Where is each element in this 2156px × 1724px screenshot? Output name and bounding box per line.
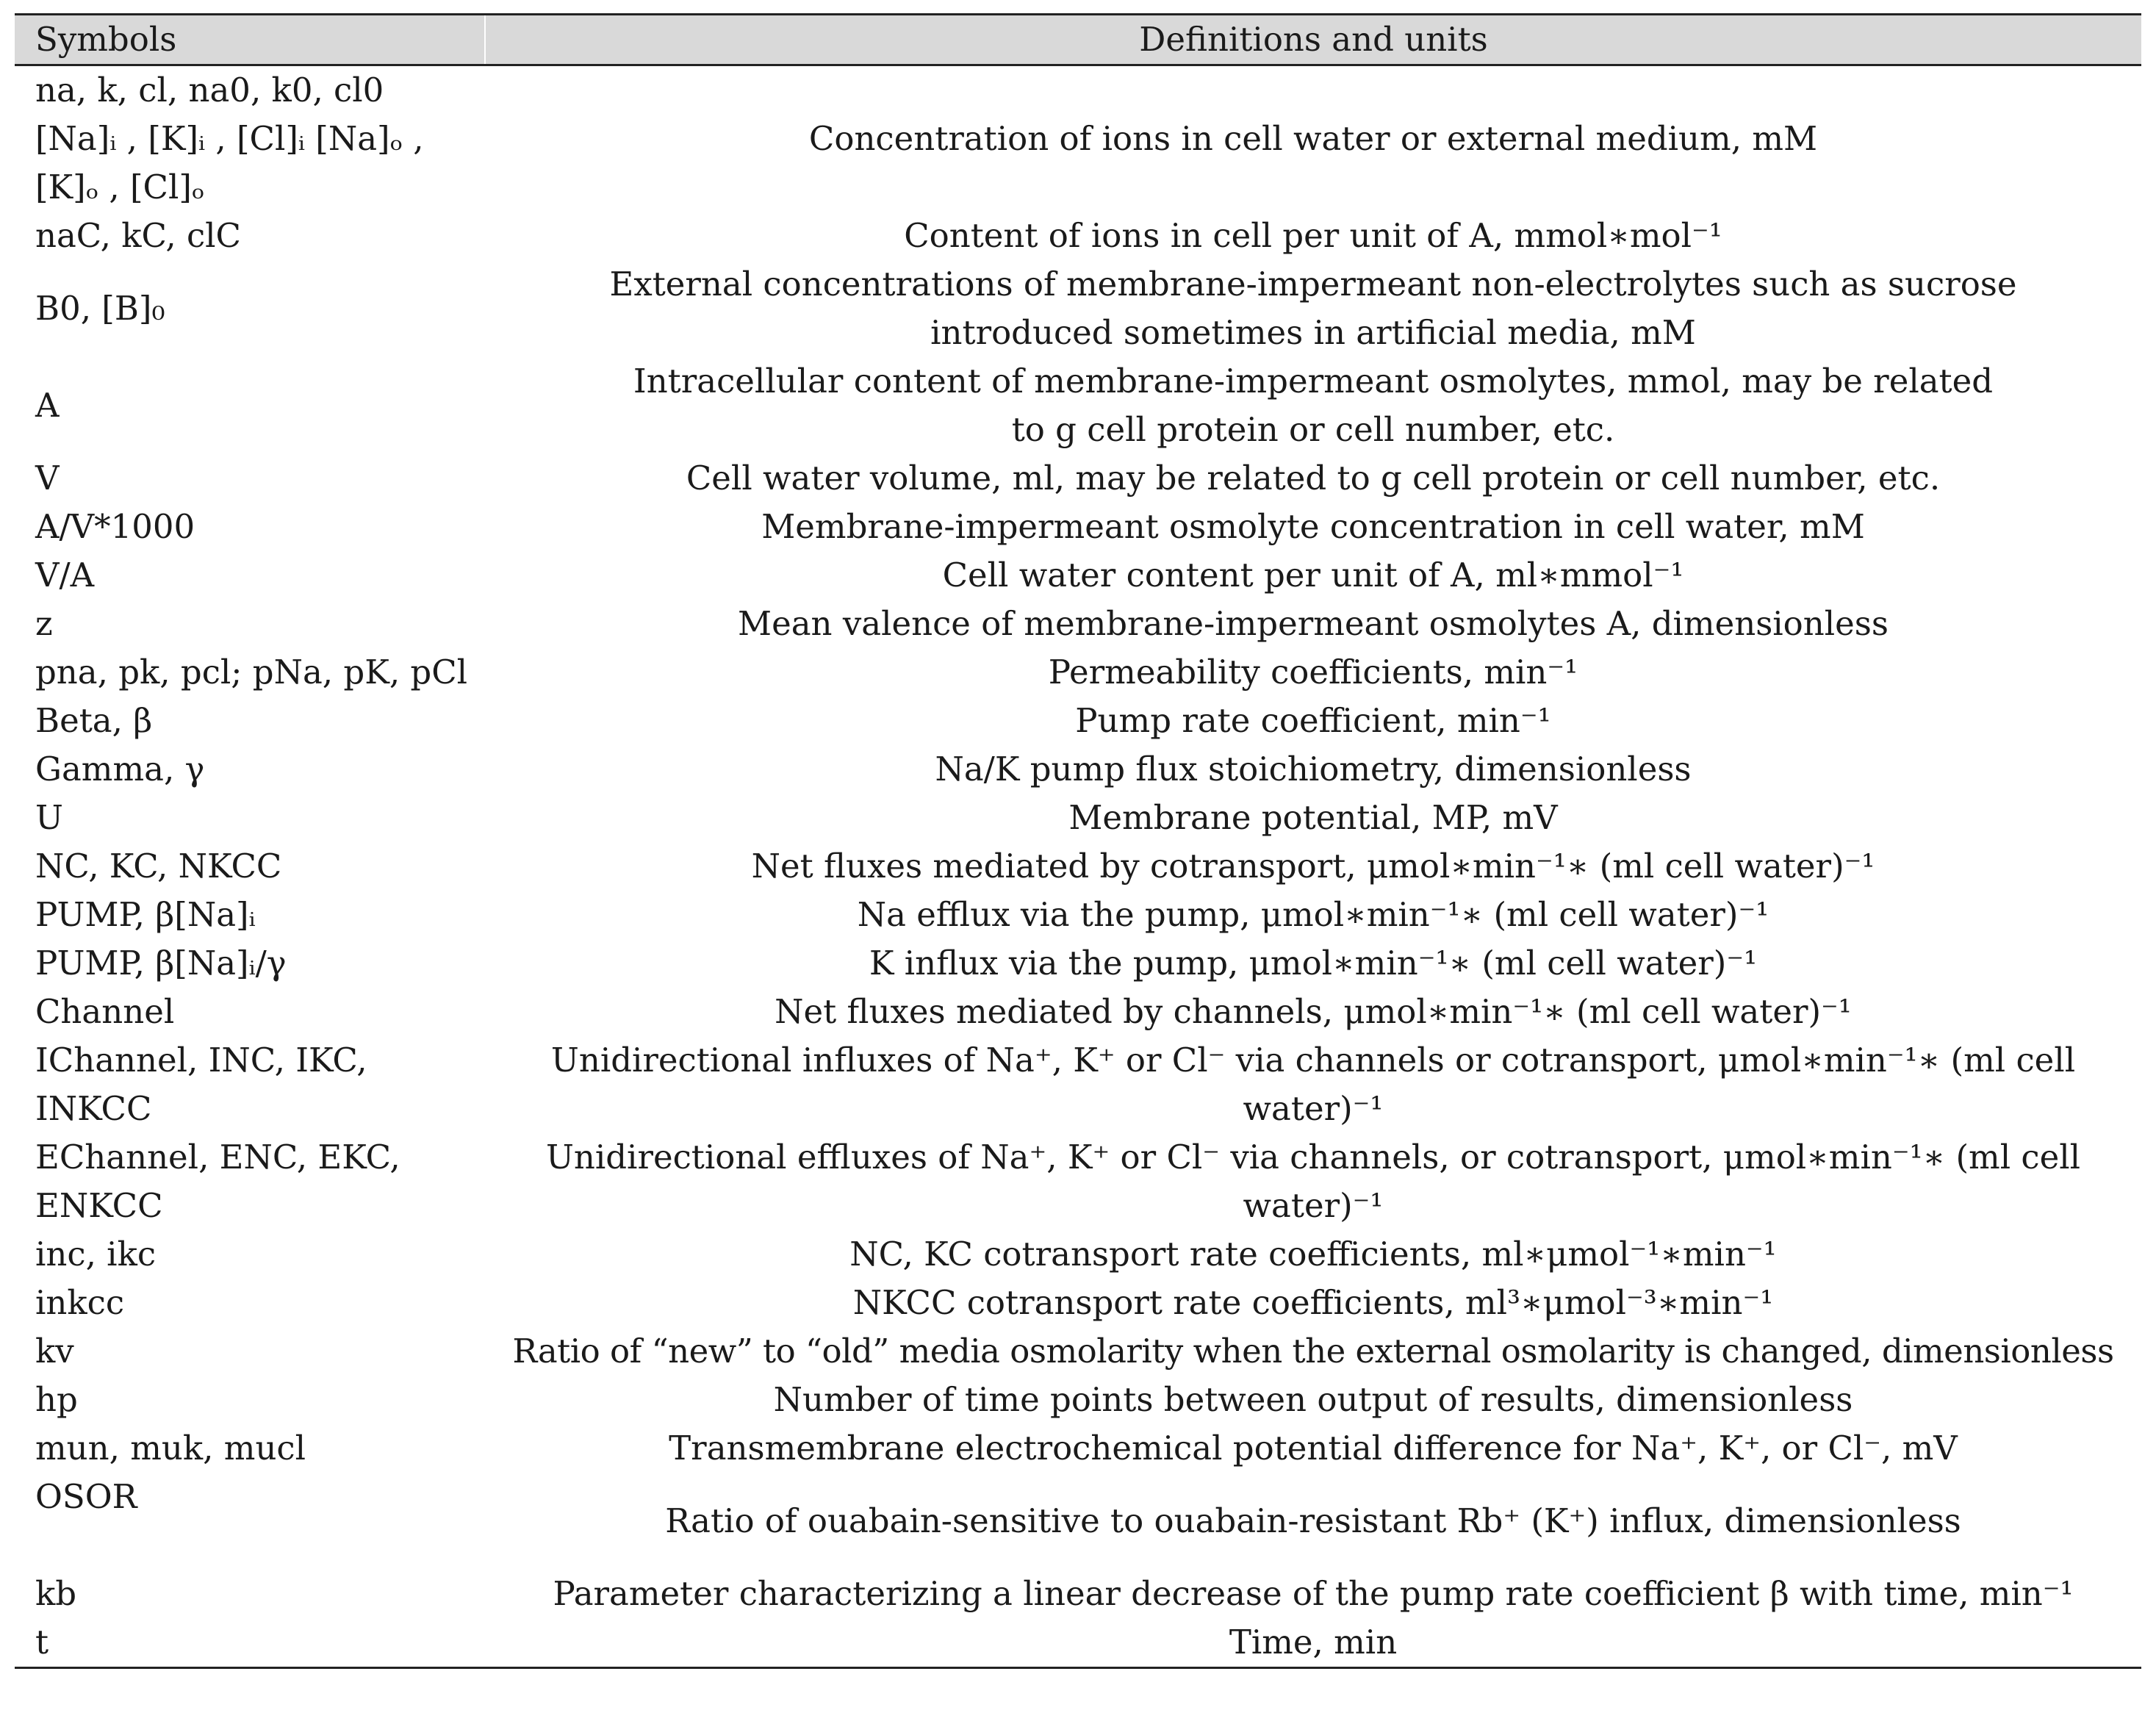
symbol-cell: A/V*1000 [35, 507, 195, 546]
symbol-cell: inc, ikc [35, 1235, 157, 1274]
table-row [15, 212, 2141, 260]
definition-cell: Unidirectional influxes of Na⁺, K⁺ or Cl⁻ via channels or cotransport, μmol∗min⁻¹∗ (ml cell water)⁻¹ [550, 1041, 2076, 1128]
table-row [15, 600, 2141, 648]
symbol-cell: kv [35, 1332, 74, 1371]
table-row [15, 1376, 2141, 1424]
table-row [15, 1618, 2141, 1668]
definition-cell: Membrane potential, MP, mV [1068, 798, 1558, 837]
symbol-cell: NC, KC, NKCC [35, 847, 282, 886]
table-row [15, 260, 2141, 357]
symbol-cell: V [35, 459, 60, 498]
symbol-cell: inkcc [35, 1283, 125, 1322]
table-row [15, 1570, 2141, 1618]
table-row [15, 939, 2141, 988]
definition-cell: Na/K pump flux stoichiometry, dimensionless [935, 750, 1692, 789]
symbol-cell: mun, muk, mucl [35, 1429, 306, 1468]
symbol-cell: t [15, 1618, 485, 1668]
table-row [15, 1279, 2141, 1327]
definition-cell: Unidirectional effluxes of Na⁺, K⁺ or Cl⁻ via channels, or cotransport, μmol∗min⁻¹∗ (ml cell water)⁻¹ [545, 1138, 2081, 1225]
symbol-cell: kb [35, 1574, 77, 1613]
definition-cell: Number of time points between output of results, dimensionless [773, 1380, 1853, 1419]
definition-cell: Net fluxes mediated by cotransport, μmol∗min⁻¹∗ (ml cell water)⁻¹ [751, 847, 1875, 886]
table-row [15, 503, 2141, 551]
definition-cell: Cell water content per unit of A, ml∗mmol⁻¹ [942, 556, 1684, 595]
definition-cell: Time, min [485, 1618, 2141, 1668]
definition-cell: Transmembrane electrochemical potential difference for Na⁺, K⁺, or Cl⁻, mV [669, 1429, 1958, 1468]
symbol-cell: PUMP, β[Na]ᵢ/γ [35, 944, 287, 983]
symbol-cell: B0, [B]₀ [35, 289, 165, 328]
definition-cell: Na efflux via the pump, μmol∗min⁻¹∗ (ml cell water)⁻¹ [857, 895, 1769, 934]
definition-cell: Membrane-impermeant osmolyte concentration in cell water, mM [761, 507, 1865, 546]
definition-cell: Concentration of ions in cell water or external medium, mM [808, 119, 1818, 158]
table-row [15, 65, 2141, 212]
table-row [15, 357, 2141, 454]
symbol-cell: IChannel, INC, IKC, INKCC [35, 1041, 367, 1128]
symbol-cell: A [35, 386, 60, 425]
symbols-table-container [15, 13, 2141, 1669]
table-header-row [15, 15, 2141, 65]
table-row [15, 1230, 2141, 1279]
symbol-cell: PUMP, β[Na]ᵢ [35, 895, 256, 934]
symbol-cell: Beta, β [35, 701, 153, 740]
definition-cell: Parameter characterizing a linear decrease of the pump rate coefficient β with time, min⁻¹ [553, 1574, 2074, 1613]
table-row [15, 745, 2141, 794]
table-row [15, 842, 2141, 891]
table-row [15, 988, 2141, 1036]
table-row [15, 794, 2141, 842]
definition-cell: Pump rate coefficient, min⁻¹ [1075, 701, 1551, 740]
table-row [15, 648, 2141, 697]
definition-cell: NC, KC cotransport rate coefficients, ml∗μmol⁻¹∗min⁻¹ [849, 1235, 1777, 1274]
header-definitions: Definitions and units [485, 15, 2141, 65]
symbol-cell: V/A [35, 556, 95, 595]
definition-cell: Mean valence of membrane-impermeant osmolytes A, dimensionless [738, 604, 1889, 643]
definition-cell: Permeability coefficients, min⁻¹ [1048, 653, 1578, 692]
definition-cell: Intracellular content of membrane-impermeant osmolytes, mmol, may be related to g cell protein or cell number, etc. [633, 362, 1994, 449]
table-row [15, 697, 2141, 745]
symbol-cell: naC, kC, clC [35, 216, 241, 255]
header-symbols: Symbols [15, 15, 485, 65]
table-row [15, 1036, 2141, 1133]
table-row [15, 1424, 2141, 1473]
definition-cell: Net fluxes mediated by channels, μmol∗min⁻¹∗ (ml cell water)⁻¹ [775, 992, 1852, 1031]
symbol-cell: pna, pk, pcl; pNa, pK, pCl [35, 653, 468, 692]
symbol-cell: Gamma, γ [35, 750, 205, 789]
definition-cell: Cell water volume, ml, may be related to g cell protein or cell number, etc. [686, 459, 1941, 498]
symbol-cell: U [35, 798, 63, 837]
symbol-cell: OSOR [35, 1477, 137, 1516]
table-row [15, 1327, 2141, 1376]
definition-cell: K influx via the pump, μmol∗min⁻¹∗ (ml cell water)⁻¹ [869, 944, 1758, 983]
definition-cell: NKCC cotransport rate coefficients, ml³∗μmol⁻³∗min⁻¹ [852, 1283, 1774, 1322]
symbol-cell: Channel [35, 992, 175, 1031]
table-row [15, 454, 2141, 503]
definition-cell: Ratio of ouabain-sensitive to ouabain-resistant Rb⁺ (K⁺) influx, dimensionless [665, 1501, 1961, 1540]
symbol-cell: EChannel, ENC, EKC, ENKCC [35, 1138, 400, 1225]
symbol-cell: z [35, 604, 53, 643]
table-row [15, 891, 2141, 939]
table-row [15, 1133, 2141, 1230]
definition-cell: External concentrations of membrane-impermeant non-electrolytes such as sucrose introduced sometimes in artificial media, mM [609, 265, 2017, 352]
symbol-cell: na, k, cl, na0, k0, cl0 [Na]ᵢ , [K]ᵢ , [Cl]ᵢ [Na]ₒ , [K]ₒ , [Cl]ₒ [35, 71, 424, 206]
definition-cell: Content of ions in cell per unit of A, mmol∗mol⁻¹ [904, 216, 1722, 255]
symbol-cell: hp [35, 1380, 78, 1419]
symbols-table [15, 13, 2141, 1669]
table-row [15, 551, 2141, 600]
table-row [15, 1473, 2141, 1570]
definition-cell: Ratio of “new” to “old” media osmolarity when the external osmolarity is changed, dimensionless [512, 1332, 2114, 1371]
